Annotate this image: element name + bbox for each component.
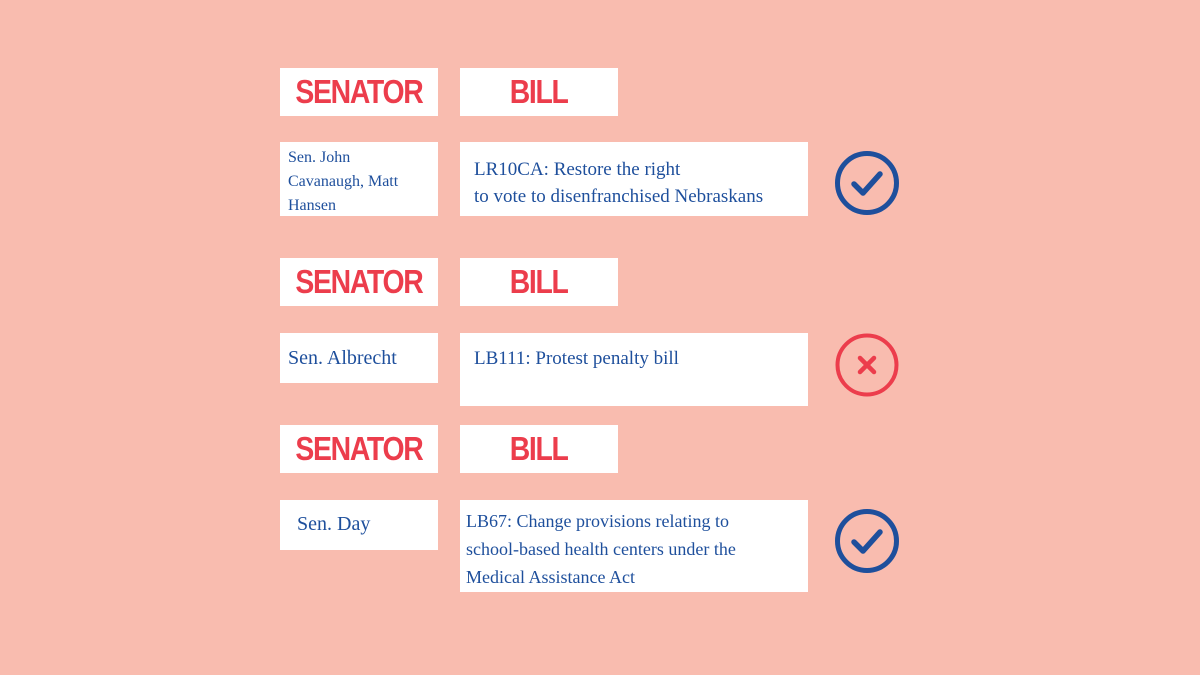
bill-header: BILL	[460, 258, 618, 306]
bill-header: BILL	[460, 68, 618, 116]
bill-header: BILL	[460, 425, 618, 473]
senator-header: SENATOR	[280, 425, 438, 473]
senator-name: Sen. Day	[280, 500, 438, 550]
senator-name: Sen. Albrecht	[280, 333, 438, 383]
bill-description: LB67: Change provisions relating to school-based health centers under the Medical Assistance Act	[460, 500, 808, 592]
check-circle-icon	[834, 508, 900, 574]
senator-header: SENATOR	[280, 258, 438, 306]
x-circle-icon	[834, 332, 900, 398]
senator-header: SENATOR	[280, 68, 438, 116]
bill-description: LR10CA: Restore the right to vote to disenfranchised Nebraskans	[460, 142, 808, 216]
check-circle-icon	[834, 150, 900, 216]
senator-name: Sen. John Cavanaugh, Matt Hansen	[280, 142, 438, 216]
bill-description: LB111: Protest penalty bill	[460, 333, 808, 406]
